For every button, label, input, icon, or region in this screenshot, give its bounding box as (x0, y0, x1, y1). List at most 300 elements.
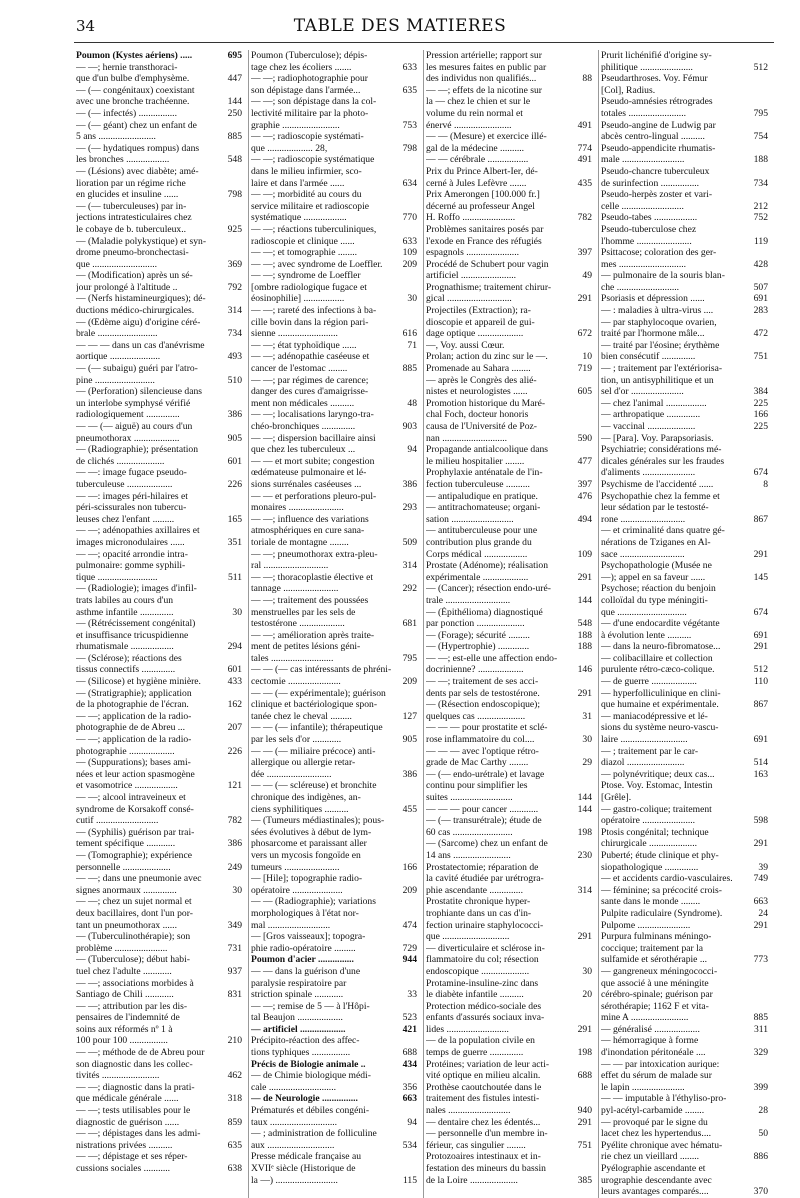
index-entry (76, 688, 242, 700)
index-entry (601, 1012, 768, 1024)
index-entry (76, 641, 242, 653)
index-entry-text: tion, un antisyphilitique et un (601, 374, 714, 386)
index-entry-text: — — — pour prostatite et sclé- (426, 722, 548, 734)
index-entry (426, 734, 592, 746)
index-entry (251, 757, 417, 769)
index-entry-text: énervé ........................ (426, 119, 512, 131)
index-entry-page: 225 (753, 421, 768, 432)
index-entry (426, 873, 592, 885)
index-entry (601, 978, 768, 990)
index-entry (76, 293, 242, 305)
index-entry (76, 212, 242, 224)
index-entry (251, 282, 417, 294)
index-entry-text: atmosphériques en cure sana- (251, 525, 365, 537)
index-entry (251, 351, 417, 363)
index-entry (601, 746, 768, 758)
index-entry-page: 421 (402, 1023, 417, 1035)
index-entry-text: — ; traitement par l'extériorisa- (601, 363, 723, 375)
index-entry-text: Puberté; étude clinique et phy- (601, 849, 719, 861)
index-entry-text: pine ......................... (76, 374, 155, 386)
index-entry-text: — (Syphilis) guérison par trai- (76, 826, 195, 838)
index-entry-text: — —; attribution par les dis- (76, 1000, 188, 1012)
index-entry-text: péri-scissurales non tubercu- (76, 502, 187, 514)
index-entry (601, 769, 768, 781)
index-entry-text: — — imputable à l'éthyliso-pro- (601, 1093, 727, 1105)
index-entry-text: —); appel en sa faveur ...... (601, 571, 706, 583)
index-entry-page: 729 (402, 942, 417, 954)
index-entry-text: de la Loire .................... (426, 1174, 518, 1186)
index-entry-page: 734 (753, 177, 768, 189)
index-entry-page: 798 (227, 189, 242, 201)
index-entry-text: endoscopique .................... (426, 965, 530, 977)
index-entry (426, 154, 592, 166)
index-entry-text: Précipito-réaction des affec- (251, 1035, 360, 1047)
index-entry-text: — (— congénitaux) coexistant (76, 84, 195, 96)
index-entry-text: dée ........................... (251, 768, 332, 780)
index-entry (426, 931, 592, 943)
index-entry (426, 131, 592, 143)
index-entry-text: tanée chez le cheval ......... (251, 710, 352, 722)
index-entry-text: son diagnostic dans les collec- (76, 1058, 193, 1070)
index-entry-text: lectivité militaire par la photo- (251, 107, 369, 119)
index-entry (426, 630, 592, 642)
index-entry-page: 144 (227, 96, 242, 108)
index-entry-text: — — cérébrale ................. (426, 154, 529, 166)
index-entry (76, 73, 242, 85)
index-entry (601, 1082, 768, 1094)
index-entry-text: Prostatectomie; réparation de (426, 861, 539, 873)
index-entry-text: 60 cas ......................... (426, 826, 513, 838)
header-rule (74, 42, 774, 43)
index-entry-text: — [Para]. Voy. Parapsoriasis. (601, 432, 714, 444)
index-entry-text: pyl-acétyl-carbamide ........ (601, 1105, 705, 1117)
index-entry (426, 1163, 592, 1175)
index-entry-text: que ............................ (426, 931, 510, 943)
index-entry-text: le diabète infantile .......... (426, 989, 524, 1001)
index-entry-page: 144 (577, 803, 592, 815)
index-entry-text: dicales générales sur les fraudes (601, 455, 725, 467)
index-entry-text: un interlobe symphysé vérifié (76, 397, 191, 409)
index-entry-text: leurs avantages comparés.... (601, 1186, 709, 1198)
index-entry (76, 386, 242, 398)
index-column-4 (599, 50, 774, 1198)
index-entry (426, 85, 592, 97)
index-entry-page: 691 (753, 293, 768, 305)
index-entry-page: 291 (577, 931, 592, 943)
index-entry-text: expérimentale ................... (426, 571, 529, 583)
index-entry (251, 1163, 417, 1175)
index-entry (426, 1024, 592, 1036)
index-entry-text: photographie de de Abreu ... (76, 722, 185, 734)
index-entry (426, 780, 592, 792)
index-entry-text: — —; application de la radio- (76, 710, 192, 722)
index-entry (251, 409, 417, 421)
index-entry (601, 467, 768, 479)
index-entry-text: pneumothorax ................... (76, 432, 180, 444)
index-entry (76, 328, 242, 340)
index-entry-text: cancer de l'estomac ........ (251, 363, 348, 375)
index-entry (76, 978, 242, 990)
index-entry (76, 491, 242, 503)
index-entry-text: paralysie respiratoire par (251, 977, 347, 989)
index-entry-text: allergique ou allergie retar- (251, 757, 356, 769)
index-entry-text: — —; radioscopie systématique (251, 154, 375, 166)
index-entry (76, 549, 242, 561)
index-entry (76, 862, 242, 874)
index-entry-text: temps de guerre .............. (426, 1047, 524, 1059)
index-entry (426, 1035, 592, 1047)
index-entry (251, 943, 417, 955)
index-entry (76, 1105, 242, 1117)
index-entry (601, 896, 768, 908)
index-entry (426, 688, 592, 700)
index-entry-page: 356 (402, 1081, 417, 1093)
index-entry-page: 590 (577, 432, 592, 444)
index-entry (251, 247, 417, 259)
index-entry-text: — (— tuberculeuses) par in- (76, 200, 187, 212)
index-entry-page: 695 (227, 50, 242, 61)
index-entry (426, 1151, 592, 1163)
index-entry-text: — (Maladie polykystique) et syn- (76, 235, 207, 247)
index-entry-page: 688 (577, 1070, 592, 1082)
index-entry-page: 165 (227, 513, 242, 525)
index-entry (251, 954, 417, 966)
index-entry-text: — — (— aiguë) au cours d'un (76, 421, 193, 432)
index-entry (601, 699, 768, 711)
index-entry (251, 514, 417, 526)
index-entry-text: continu pour simplifier les (426, 780, 528, 792)
index-entry-text: — (Rétrécissement congénital) (76, 618, 196, 630)
index-entry (76, 989, 242, 1001)
index-entry (426, 212, 592, 224)
index-entry (601, 317, 768, 329)
index-entry-page: 674 (753, 606, 768, 618)
index-entry (76, 166, 242, 178)
index-entry-text: Psychopathie chez la femme et (601, 490, 720, 502)
index-entry-text: — (Tomographie); expérience (76, 849, 193, 861)
index-entry (426, 514, 592, 526)
index-entry (601, 340, 768, 352)
index-entry (251, 398, 417, 410)
index-entry-page: 212 (753, 200, 768, 212)
index-entry-text: mal .......................... (251, 919, 331, 931)
index-entry-page: 605 (577, 386, 592, 398)
index-entry-text: — antituberculeuse pour une (426, 525, 538, 537)
index-entry-text: radioscopie et clinique ...... (251, 235, 355, 247)
index-entry (601, 270, 768, 282)
index-entry-text: — —; diagnostic dans la prati- (76, 1081, 195, 1093)
index-entry-page: 119 (753, 235, 768, 247)
index-entry-text: — —; son dépistage dans la col- (251, 96, 377, 108)
index-entry (76, 885, 242, 897)
index-entry-text: — (Œdème aigu) d'origine céré- (76, 316, 201, 328)
index-entry (601, 537, 768, 549)
index-entry (601, 595, 768, 607)
index-entry (76, 780, 242, 792)
index-entry-text: striction spinale ............ (251, 989, 344, 1001)
index-entry (426, 491, 592, 503)
index-entry (76, 247, 242, 259)
index-entry-page: 188 (577, 629, 592, 641)
index-entry-text: — —; thoracoplastie élective et (251, 571, 374, 583)
index-entry (426, 572, 592, 584)
index-entry (601, 1047, 768, 1059)
index-entry-text: trophiante dans un cas d'in- (426, 907, 532, 919)
index-entry (601, 1186, 768, 1198)
index-entry (601, 236, 768, 248)
index-entry-page: 511 (227, 571, 242, 583)
index-entry-text: — —; tests utilisables pour le (76, 1105, 191, 1117)
index-entry-text: asthme infantile .............. (76, 606, 174, 618)
index-entry-text: syndrome de Korsakoff consé- (76, 803, 194, 815)
index-entry-page: 127 (402, 710, 417, 722)
index-entry-text: — (Épithélioma) diagnostiqué (426, 606, 543, 618)
index-entry-page: 751 (577, 1139, 592, 1151)
index-entry (251, 178, 417, 190)
index-entry-text: — —; syndrome de Loeffler (251, 270, 361, 282)
index-entry (601, 491, 768, 503)
index-entry (426, 978, 592, 990)
index-entry (251, 641, 417, 653)
index-entry (76, 351, 242, 363)
index-entry-text: — (Modification) après un sé- (76, 270, 193, 282)
index-entry-text: Prothèse caoutchoutée dans le (426, 1081, 542, 1093)
index-entry-text: — traité par l'éosine; érythème (601, 339, 720, 351)
index-entry-text: — dentaire chez les édentés... (426, 1116, 541, 1128)
index-entry-text: mes ............................ (601, 258, 687, 270)
index-entry (251, 966, 417, 978)
index-entry (76, 572, 242, 584)
index-entry (601, 433, 768, 445)
index-entry-text: male .......................... (601, 154, 685, 166)
index-entry-text: — (Suppurations); bases ami- (76, 757, 191, 769)
index-entry (601, 1128, 768, 1140)
index-entry (76, 282, 242, 294)
index-entry-text: 100 pour 100 ................ (76, 1035, 168, 1047)
index-entry-page: 491 (577, 119, 592, 131)
index-entry (426, 711, 592, 723)
index-entry-text: — provoqué par le signe du (601, 1116, 708, 1128)
index-entry (76, 792, 242, 804)
index-entry-text: Santiago de Chili ............ (76, 989, 174, 1001)
index-entry-text: le lapin ...................... (601, 1081, 685, 1093)
index-entry-page: 386 (227, 409, 242, 421)
index-entry-text: dage optique ................... (426, 328, 524, 340)
index-entry-page: 397 (577, 478, 592, 490)
index-entry (76, 189, 242, 201)
index-entry (426, 502, 592, 514)
index-entry (251, 1047, 417, 1059)
index-entry-text: — —; et tomographie ........ (251, 247, 358, 259)
index-entry-page: 514 (753, 757, 768, 769)
index-entry-text: colloïdal du type méningiti- (601, 594, 708, 606)
index-entry (601, 560, 768, 572)
index-entry-text: flammatoire du col; résection (426, 954, 539, 966)
index-entry-text: — —; état typhoïdique ...... (251, 339, 357, 351)
index-entry (251, 653, 417, 665)
index-entry (426, 456, 592, 468)
index-entry (76, 1117, 242, 1129)
index-entry-text: jections intratesticulaires chez (76, 212, 192, 224)
index-entry-text: lacet chez les hypertendus.... (601, 1128, 712, 1140)
index-entry-page: 386 (402, 478, 417, 490)
index-entry-page: 734 (227, 328, 242, 340)
index-entry-text: les bronches .................. (76, 154, 170, 166)
index-entry-text: — (Lésions) avec diabète; amé- (76, 165, 199, 177)
index-entry-page: 867 (753, 699, 768, 711)
index-entry-text: par ponction .................... (426, 618, 525, 630)
index-entry-page: 867 (753, 513, 768, 525)
index-entry (76, 873, 242, 885)
index-entry-text: — (— hydatiques rompus) dans (76, 142, 200, 154)
index-entry-text: que humaine et expérimentale. (601, 699, 719, 711)
index-entry (76, 108, 242, 120)
index-entry (251, 363, 417, 375)
index-entry-text: — pulmonaire de la souris blan- (601, 270, 725, 282)
index-entry (251, 1059, 417, 1071)
index-entry (251, 572, 417, 584)
index-entry (76, 1128, 242, 1140)
index-entry (76, 467, 242, 479)
index-entry-text: vers un mycosis fongoïde en (251, 849, 361, 861)
index-entry (76, 456, 242, 468)
index-entry (251, 1082, 417, 1094)
index-entry-text: — —; est-elle une affection endo- (426, 652, 558, 664)
index-entry (251, 224, 417, 236)
index-entry-page: 792 (227, 281, 242, 293)
index-entry-text: chéo-bronchiques .............. (251, 421, 356, 432)
index-entry (601, 989, 768, 1001)
index-entry-text: morphologiques à l'état nor- (251, 907, 359, 919)
index-entry-text: — chez l'animal ................. (601, 397, 707, 409)
index-entry-text: décerné au professeur Angel (426, 200, 535, 212)
index-entry-text: — — et perforations pleuro-pul- (251, 490, 377, 502)
index-entry-text: — (Hypertrophie) ............. (426, 641, 530, 653)
index-entry-text: d'inondation péritonéale .... (601, 1047, 706, 1059)
index-entry-text: Protection médico-sociale des (426, 1000, 542, 1012)
index-entry-text: et insuffisance tricuspidienne (76, 629, 189, 641)
index-entry (76, 537, 242, 549)
index-entry-text: menstruelles par les sels de (251, 606, 356, 618)
index-entry-text: — et criminalité dans quatre gé- (601, 525, 725, 537)
index-entry-page: 638 (227, 1163, 242, 1174)
index-entry (601, 514, 768, 526)
index-entry (601, 1163, 768, 1175)
index-entry-page: 782 (577, 212, 592, 224)
index-entry-page: 774 (577, 142, 592, 154)
index-entry-text: tement spécifique ............ (76, 838, 176, 850)
index-entry-text: sulfamide et sérothérapie ... (601, 954, 708, 966)
index-entry-text: Procédé de Schubert pour vagin (426, 258, 549, 270)
index-entry-text: Pseudo-tuberculose chez (601, 223, 697, 235)
index-entry-page: 48 (407, 397, 417, 409)
index-entry (251, 978, 417, 990)
index-entry-text: abcès centro-lingual .......... (601, 131, 705, 143)
index-entry (426, 838, 592, 850)
index-entry (251, 885, 417, 897)
index-entry-text: fection urinaire staphylococci- (426, 919, 544, 931)
index-entry-text: — (Radiographie); présentation (76, 444, 199, 456)
index-entry-page: 691 (753, 734, 768, 746)
index-entry-text: et vasomotrice .................. (76, 780, 178, 792)
index-entry (601, 734, 768, 746)
index-entry-text: Propagande antialcoolique dans (426, 444, 549, 456)
index-entry-text: tivités ........................ (76, 1070, 160, 1082)
index-entry-page: 509 (402, 536, 417, 548)
index-entry (426, 908, 592, 920)
index-entry-text: — —; effets de la nicotine sur (426, 84, 542, 96)
index-entry (76, 920, 242, 932)
index-entry-page: 944 (402, 954, 417, 966)
index-entry (76, 340, 242, 352)
index-entry-text: Prolan; action du zinc sur le —. (426, 351, 548, 363)
index-entry (76, 757, 242, 769)
index-entry (601, 722, 768, 734)
index-entry-text: — et accidents cardio-vasculaires. (601, 873, 733, 885)
index-entry-text: diazol ........................ (601, 757, 685, 769)
index-entry-text: que ................... 28, (251, 142, 328, 154)
index-entry (76, 131, 242, 143)
index-entry-text: — (Tumeurs médiastinales); pous- (251, 815, 385, 827)
index-entry (426, 804, 592, 816)
index-entry (251, 537, 417, 549)
index-entry-page: 311 (753, 1023, 768, 1035)
index-entry (601, 398, 768, 410)
index-entry (251, 1140, 417, 1152)
index-entry (251, 1070, 417, 1082)
index-entry (601, 1035, 768, 1047)
index-entry-text: XVIIᵉ siècle (Historique de (251, 1163, 356, 1174)
index-entry-text: — — (— infantile); thérapeutique (251, 722, 383, 734)
index-entry-text: Prostate (Adénome); réalisation (426, 560, 549, 572)
index-entry (426, 120, 592, 132)
index-entry (76, 433, 242, 445)
index-entry-page: 291 (753, 641, 768, 653)
index-entry (76, 1093, 242, 1105)
index-entry-text: laire ............................ (601, 734, 688, 746)
index-entry (76, 62, 242, 74)
index-entry-page: 886 (753, 1151, 768, 1163)
index-entry-page: 33 (407, 989, 417, 1001)
index-entry (251, 850, 417, 862)
index-entry (426, 201, 592, 213)
index-entry-text: rone ........................... (601, 513, 686, 525)
index-entry (426, 746, 592, 758)
index-entry (76, 444, 242, 456)
index-entry-text: — —; remise de 5 — à l'Hôpi- (251, 1000, 370, 1012)
index-entry (76, 954, 242, 966)
index-entry-page: 434 (402, 1058, 417, 1070)
index-entry (251, 734, 417, 746)
index-entry-text: sérothérapie; 1162 F et vita- (601, 1000, 709, 1012)
index-entry (426, 676, 592, 688)
index-entry (601, 827, 768, 839)
index-entry-text: cille bovin dans la région pari- (251, 316, 369, 328)
index-entry (601, 62, 768, 74)
index-entry-text: — (Silicose) et hygiène minière. (76, 676, 201, 688)
index-entry-text: pulmonaire: gomme syphili- (76, 560, 186, 572)
index-entry-text: trale ........................... (426, 594, 511, 606)
index-entry-text: danger des cures d'amaigrisse- (251, 386, 369, 398)
index-entry-page: 230 (577, 849, 592, 861)
index-entry (251, 1012, 417, 1024)
index-entry-text: — —; dispersion bacillaire ainsi (251, 432, 376, 444)
index-entry (426, 479, 592, 491)
index-entry (426, 827, 592, 839)
index-entry-text: phosarcome et paraissant aller (251, 838, 367, 850)
index-entry (601, 212, 768, 224)
index-entry-text: cérébro-spinale; guérison par (601, 989, 713, 1001)
